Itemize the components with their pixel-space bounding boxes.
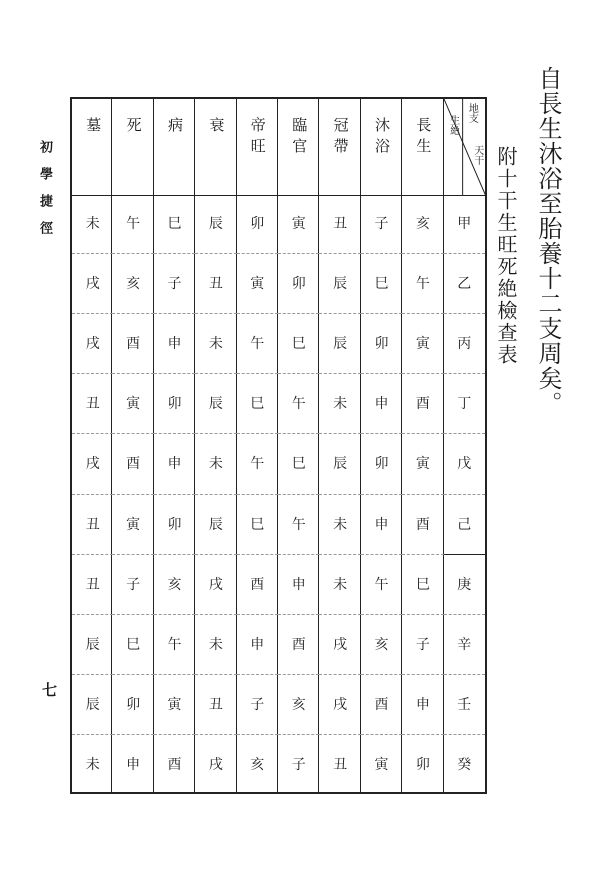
table-cell: 申: [126, 756, 141, 773]
table-cell: 未: [333, 396, 348, 413]
table-cell: 子: [291, 756, 306, 773]
row-separator: [195, 494, 236, 495]
row-separator: [444, 614, 485, 615]
table-cell: 午: [415, 276, 430, 293]
table-cell: 申: [374, 396, 389, 413]
row-separator: [195, 253, 236, 254]
row-separator: [402, 554, 443, 555]
column-header: [361, 97, 402, 196]
table-cell: 寅: [374, 756, 389, 773]
row-separator: [402, 614, 443, 615]
growth-stage-table: [70, 97, 484, 794]
column-header-label: 沐浴: [372, 117, 391, 159]
table-cell: 寅: [167, 696, 182, 713]
table-cell: 辰: [333, 276, 348, 293]
table-cell: 丑: [85, 396, 100, 413]
stem-cell: 丁: [457, 396, 472, 413]
table-cell: 未: [85, 756, 100, 773]
row-separator: [361, 554, 402, 555]
stem-cell: 癸: [457, 756, 472, 773]
stage-column: [194, 97, 236, 794]
table-bottom-border: [278, 792, 319, 794]
row-separator: [402, 313, 443, 314]
table-cell: 卯: [126, 696, 141, 713]
column-header-label: 死: [124, 117, 143, 138]
row-separator: [72, 313, 113, 314]
corner-label-left: 生絶: [447, 115, 459, 135]
stage-column: [236, 97, 278, 794]
row-separator: [112, 554, 153, 555]
table-cell: 酉: [291, 636, 306, 653]
table-cell: 辰: [208, 396, 223, 413]
corner-label-right: 天干: [471, 145, 483, 165]
row-separator: [319, 674, 360, 675]
table-bottom-border: [319, 792, 360, 794]
table-cell: 丑: [333, 756, 348, 773]
table-cell: 亥: [126, 276, 141, 293]
row-separator: [195, 674, 236, 675]
table-cell: 丑: [85, 516, 100, 533]
table-caption: 附十干生旺死絶檢查表: [494, 146, 518, 366]
table-bottom-border: [154, 792, 195, 794]
table-cell: 申: [291, 576, 306, 593]
stage-column: [111, 97, 153, 794]
row-separator: [444, 373, 485, 374]
row-separator: [361, 373, 402, 374]
table-cell: 巳: [167, 216, 182, 232]
table-cell: 午: [374, 576, 389, 593]
table-cell: 巳: [250, 516, 265, 533]
table-cell: 子: [415, 636, 430, 653]
row-separator: [237, 614, 278, 615]
table-cell: 卯: [374, 336, 389, 353]
row-separator: [112, 433, 153, 434]
table-cell: 午: [167, 636, 182, 653]
table-cell: 子: [126, 576, 141, 593]
row-separator: [361, 313, 402, 314]
row-separator: [237, 313, 278, 314]
column-header: [319, 97, 360, 196]
row-separator: [237, 734, 278, 735]
table-cell: 亥: [415, 216, 430, 232]
column-header: [154, 97, 195, 196]
row-separator: [278, 674, 319, 675]
row-separator: [195, 373, 236, 374]
row-separator: [361, 674, 402, 675]
table-cell: 卯: [415, 756, 430, 773]
stage-column: [153, 97, 195, 794]
stem-cell: 丙: [457, 336, 472, 353]
column-header-label: 病: [165, 117, 184, 138]
table-cell: 申: [167, 456, 182, 473]
table-cell: 戌: [85, 276, 100, 293]
table-cell: 申: [167, 336, 182, 353]
table-cell: 酉: [167, 756, 182, 773]
stem-cell: 戊: [457, 456, 472, 473]
stem-cell: 辛: [457, 636, 472, 653]
row-separator: [112, 313, 153, 314]
row-separator: [402, 433, 443, 434]
table-cell: 未: [208, 336, 223, 353]
table-cell: 卯: [167, 396, 182, 413]
row-separator: [402, 734, 443, 735]
row-separator: [402, 253, 443, 254]
row-separator: [112, 373, 153, 374]
row-separator: [319, 253, 360, 254]
table-cell: 酉: [415, 516, 430, 533]
row-separator: [154, 734, 195, 735]
row-separator: [278, 253, 319, 254]
table-cell: 辰: [333, 456, 348, 473]
table-cell: 丑: [85, 576, 100, 593]
row-separator: [237, 554, 278, 555]
table-cell: 卯: [250, 216, 265, 232]
column-header: [278, 97, 319, 196]
table-cell: 亥: [250, 756, 265, 773]
row-separator: [154, 674, 195, 675]
table-cell: 亥: [291, 696, 306, 713]
table-cell: 丑: [333, 216, 348, 232]
table-cell: 寅: [291, 216, 306, 232]
row-separator: [361, 433, 402, 434]
table-cell: 丑: [208, 276, 223, 293]
table-bottom-border: [112, 792, 153, 794]
table-cell: 酉: [250, 576, 265, 593]
column-header: [72, 97, 113, 196]
table-cell: 申: [374, 516, 389, 533]
row-separator: [361, 494, 402, 495]
table-cell: 寅: [415, 456, 430, 473]
row-separator: [444, 253, 485, 254]
table-cell: 酉: [415, 396, 430, 413]
column-header-label: 臨官: [290, 117, 309, 159]
page-number: 七: [40, 682, 58, 697]
row-separator: [154, 433, 195, 434]
row-separator: [278, 313, 319, 314]
row-separator: [154, 313, 195, 314]
table-cell: 戌: [208, 756, 223, 773]
table-cell: 辰: [85, 696, 100, 713]
row-separator: [195, 734, 236, 735]
stem-cell: 乙: [457, 276, 472, 293]
column-header-label: 冠帶: [331, 117, 350, 159]
column-header: [112, 97, 153, 196]
row-separator: [72, 674, 113, 675]
stem-cell: 己: [457, 516, 472, 533]
stem-column: [443, 97, 487, 794]
row-separator: [237, 253, 278, 254]
table-cell: 午: [291, 516, 306, 533]
row-separator: [72, 433, 113, 434]
table-cell: 寅: [415, 336, 430, 353]
table-cell: 午: [250, 336, 265, 353]
row-separator: [402, 674, 443, 675]
table-cell: 未: [333, 516, 348, 533]
column-header-label: 衰: [207, 117, 226, 138]
row-separator: [319, 433, 360, 434]
table-bottom-border: [237, 792, 278, 794]
row-separator: [278, 734, 319, 735]
table-cell: 戌: [85, 456, 100, 473]
row-separator: [72, 734, 113, 735]
row-separator: [319, 734, 360, 735]
table-bottom-border: [72, 792, 113, 794]
stem-cell: 甲: [457, 216, 472, 232]
column-header: [402, 97, 443, 196]
row-separator: [237, 494, 278, 495]
table-cell: 戌: [333, 696, 348, 713]
table-cell: 卯: [167, 516, 182, 533]
column-header-label: 長生: [414, 117, 433, 159]
row-separator: [195, 554, 236, 555]
table-cell: 巳: [415, 576, 430, 593]
stem-cell: 庚: [457, 576, 472, 593]
row-separator: [112, 494, 153, 495]
row-separator: [237, 674, 278, 675]
row-separator: [278, 373, 319, 374]
row-separator: [237, 373, 278, 374]
corner-header: [444, 97, 485, 196]
stage-column: [277, 97, 319, 794]
row-separator: [154, 554, 195, 555]
table-cell: 午: [250, 456, 265, 473]
table-cell: 午: [126, 216, 141, 232]
table-cell: 亥: [167, 576, 182, 593]
row-separator: [278, 433, 319, 434]
table-cell: 戌: [333, 636, 348, 653]
row-separator: [444, 433, 485, 434]
table-bottom-border: [361, 792, 402, 794]
table-cell: 辰: [85, 636, 100, 653]
table-cell: 寅: [126, 516, 141, 533]
table-cell: 午: [291, 396, 306, 413]
row-separator: [319, 373, 360, 374]
stem-cell: 壬: [457, 696, 472, 713]
page-title: 自長生沐浴至胎養十二支周矣。: [534, 66, 562, 416]
row-separator: [195, 313, 236, 314]
table-cell: 酉: [126, 336, 141, 353]
stage-column: [360, 97, 402, 794]
table-cell: 戌: [85, 336, 100, 353]
row-separator: [444, 313, 485, 314]
table-cell: 卯: [291, 276, 306, 293]
table-cell: 卯: [374, 456, 389, 473]
row-separator: [444, 554, 485, 555]
column-header: [195, 97, 236, 196]
row-separator: [112, 674, 153, 675]
table-cell: 亥: [374, 636, 389, 653]
table-cell: 寅: [250, 276, 265, 293]
row-separator: [278, 494, 319, 495]
stage-column: [318, 97, 360, 794]
margin-book-title: 初學捷徑: [37, 140, 52, 248]
table-cell: 丑: [208, 696, 223, 713]
table-cell: 未: [85, 216, 100, 232]
row-separator: [195, 433, 236, 434]
row-separator: [112, 734, 153, 735]
row-separator: [112, 253, 153, 254]
table-cell: 戌: [208, 576, 223, 593]
table-cell: 酉: [126, 456, 141, 473]
row-separator: [402, 373, 443, 374]
table-cell: 酉: [374, 696, 389, 713]
table-cell: 子: [167, 276, 182, 293]
table-cell: 未: [208, 636, 223, 653]
row-separator: [361, 734, 402, 735]
row-separator: [237, 433, 278, 434]
table-cell: 子: [250, 696, 265, 713]
row-separator: [361, 253, 402, 254]
row-separator: [154, 494, 195, 495]
table-cell: 子: [374, 216, 389, 232]
stage-column: [401, 97, 443, 794]
table-cell: 寅: [126, 396, 141, 413]
row-separator: [154, 614, 195, 615]
table-bottom-border: [195, 792, 236, 794]
table-cell: 巳: [291, 336, 306, 353]
row-separator: [154, 253, 195, 254]
table-bottom-border: [402, 792, 443, 794]
row-separator: [319, 313, 360, 314]
row-separator: [72, 494, 113, 495]
table-cell: 申: [250, 636, 265, 653]
table-cell: 巳: [374, 276, 389, 293]
table-cell: 巳: [126, 636, 141, 653]
column-header-label: 墓: [84, 117, 103, 138]
table-cell: 未: [208, 456, 223, 473]
row-separator: [444, 674, 485, 675]
row-separator: [72, 614, 113, 615]
column-header: [237, 97, 278, 196]
row-separator: [72, 554, 113, 555]
row-separator: [72, 253, 113, 254]
row-separator: [195, 614, 236, 615]
row-separator: [361, 614, 402, 615]
table-cell: 未: [333, 576, 348, 593]
table-cell: 辰: [208, 516, 223, 533]
row-separator: [154, 373, 195, 374]
row-separator: [444, 494, 485, 495]
row-separator: [278, 554, 319, 555]
table-bottom-border: [444, 792, 485, 794]
row-separator: [402, 494, 443, 495]
table-cell: 辰: [333, 336, 348, 353]
table-cell: 申: [415, 696, 430, 713]
row-separator: [278, 614, 319, 615]
table-cell: 巳: [291, 456, 306, 473]
stage-column: [70, 97, 113, 794]
row-separator: [319, 554, 360, 555]
table-cell: 巳: [250, 396, 265, 413]
row-separator: [112, 614, 153, 615]
table-cell: 辰: [208, 216, 223, 232]
column-header-label: 帝旺: [248, 117, 267, 159]
row-separator: [319, 494, 360, 495]
row-separator: [72, 373, 113, 374]
corner-label-top: 地支: [466, 103, 478, 123]
row-separator: [319, 614, 360, 615]
row-separator: [444, 734, 485, 735]
